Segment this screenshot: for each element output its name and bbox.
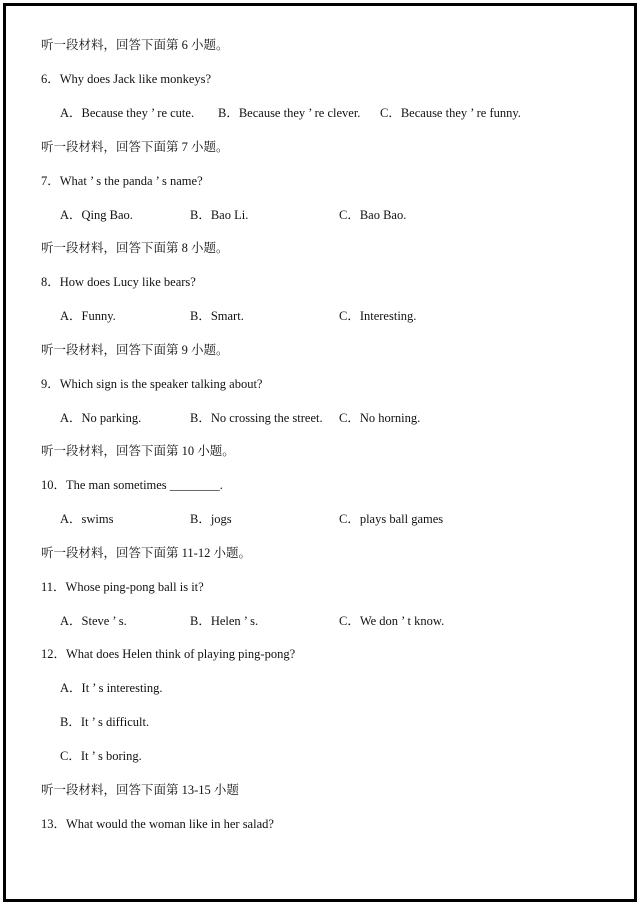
q10-option-c: C．plays ball games bbox=[339, 512, 444, 526]
section-instruction-11-12: 听一段材料，回答下面第 11-12 小题。 bbox=[41, 546, 251, 560]
q6-option-b: B．Because they ’ re clever. bbox=[218, 106, 361, 120]
section-instruction-13-15: 听一段材料，回答下面第 13-15 小题 bbox=[41, 783, 239, 797]
section-instruction-10: 听一段材料，回答下面第 10 小题。 bbox=[41, 444, 235, 458]
q12-option-c: C．It ’ s boring. bbox=[60, 749, 142, 763]
q8-option-a: A．Funny. bbox=[60, 309, 116, 323]
section-instruction-8: 听一段材料，回答下面第 8 小题。 bbox=[41, 241, 229, 255]
q8-option-b: B．Smart. bbox=[190, 309, 244, 323]
q9-option-a: A．No parking. bbox=[60, 411, 142, 425]
q11-option-a: A．Steve ’ s. bbox=[60, 614, 127, 628]
q7-option-b: B．Bao Li. bbox=[190, 208, 249, 222]
question-6: 6．Why does Jack like monkeys? bbox=[41, 72, 212, 86]
q9-option-c: C．No horning. bbox=[339, 411, 421, 425]
section-instruction-9: 听一段材料，回答下面第 9 小题。 bbox=[41, 343, 229, 357]
q6-option-a: A．Because they ’ re cute. bbox=[60, 106, 195, 120]
question-11: 11．Whose ping-pong ball is it? bbox=[41, 580, 204, 594]
question-13: 13．What would the woman like in her salad? bbox=[41, 817, 274, 831]
q10-option-a: A．swims bbox=[60, 512, 114, 526]
q11-option-c: C．We don ’ t know. bbox=[339, 614, 445, 628]
q7-option-a: A．Qing Bao. bbox=[60, 208, 133, 222]
q8-option-c: C．Interesting. bbox=[339, 309, 417, 323]
q11-option-b: B．Helen ’ s. bbox=[190, 614, 259, 628]
q6-option-c: C．Because they ’ re funny. bbox=[380, 106, 521, 120]
section-instruction-6: 听一段材料，回答下面第 6 小题。 bbox=[41, 38, 229, 52]
question-10: 10．The man sometimes ________. bbox=[41, 478, 223, 492]
q12-option-a: A．It ’ s interesting. bbox=[60, 681, 163, 695]
section-instruction-7: 听一段材料，回答下面第 7 小题。 bbox=[41, 140, 229, 154]
question-9: 9．Which sign is the speaker talking about? bbox=[41, 377, 263, 391]
q9-option-b: B．No crossing the street. bbox=[190, 411, 323, 425]
question-12: 12．What does Helen think of playing ping-pong? bbox=[41, 647, 296, 661]
question-7: 7．What ’ s the panda ’ s name? bbox=[41, 174, 203, 188]
q12-option-b: B．It ’ s difficult. bbox=[60, 715, 150, 729]
question-8: 8．How does Lucy like bears? bbox=[41, 275, 196, 289]
q7-option-c: C．Bao Bao. bbox=[339, 208, 407, 222]
q10-option-b: B．jogs bbox=[190, 512, 232, 526]
